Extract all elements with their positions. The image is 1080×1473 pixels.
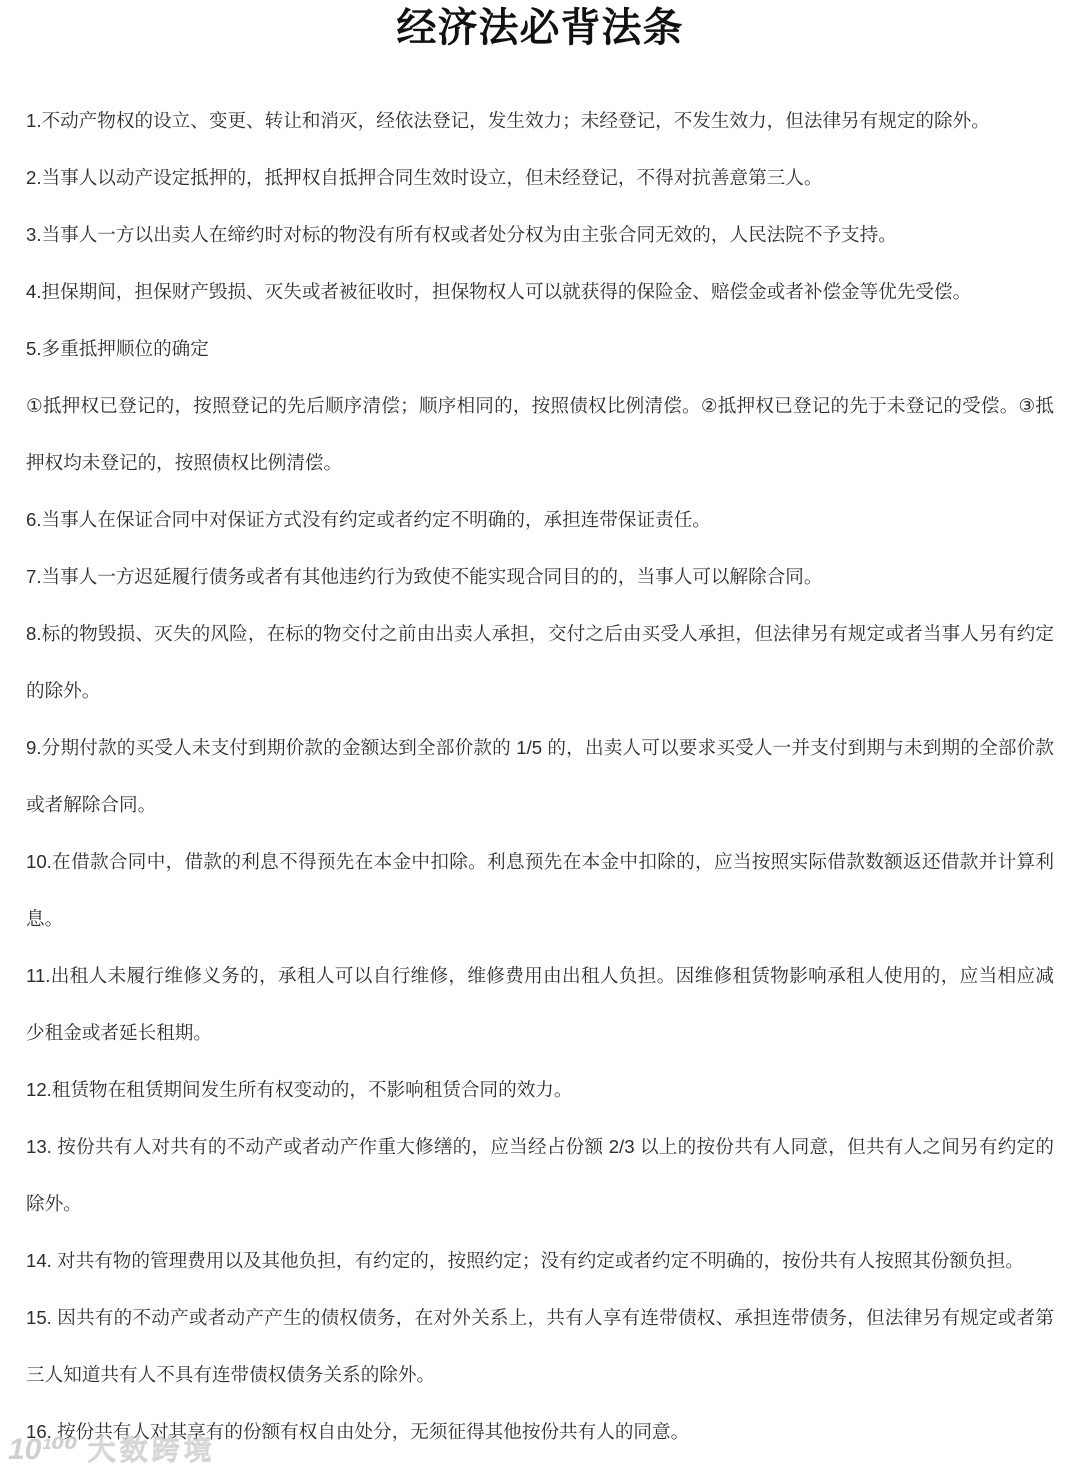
paragraph: 13. 按份共有人对共有的不动产或者动产作重大修缮的，应当经占份额 2/3 以上的按份共有人同意，但共有人之间另有约定的除外。: [26, 1136, 1054, 1214]
paragraph: 4.担保期间，担保财产毁损、灭失或者被征收时，担保物权人可以就获得的保险金、赔偿金或者补偿金等优先受偿。: [26, 281, 972, 302]
paragraph: 2.当事人以动产设定抵押的，抵押权自抵押合同生效时设立，但未经登记，不得对抗善意第三人。: [26, 167, 823, 188]
paragraph: 5.多重抵押顺位的确定: [26, 338, 209, 359]
paragraph: 8.标的物毁损、灭失的风险，在标的物交付之前由出卖人承担，交付之后由买受人承担，但法律另有规定或者当事人另有约定的除外。: [26, 623, 1054, 701]
paragraph: 1.不动产物权的设立、变更、转让和消灭，经依法登记，发生效力；未经登记，不发生效力，但法律另有规定的除外。: [26, 110, 990, 131]
paragraph: 15. 因共有的不动产或者动产产生的债权债务，在对外关系上，共有人享有连带债权、承担连带债务，但法律另有规定或者第三人知道共有人不具有连带债权债务关系的除外。: [26, 1307, 1054, 1385]
paragraph: 10.在借款合同中，借款的利息不得预先在本金中扣除。利息预先在本金中扣除的，应当按照实际借款数额返还借款并计算利息。: [26, 851, 1054, 929]
document-body: [0, 92, 1080, 1460]
paragraph: 11.出租人未履行维修义务的，承租人可以自行维修，维修费用由出租人负担。因维修租赁物影响承租人使用的，应当相应减少租金或者延长租期。: [26, 965, 1054, 1043]
paragraph: ①抵押权已登记的，按照登记的先后顺序清偿；顺序相同的，按照债权比例清偿。②抵押权已登记的先于未登记的受偿。③抵押权均未登记的，按照债权比例清偿。: [26, 395, 1054, 473]
brand-logo-icon: 10¹⁰⁰: [8, 1433, 78, 1466]
paragraph: 12.租赁物在租赁期间发生所有权变动的，不影响租赁合同的效力。: [26, 1079, 573, 1100]
paragraph: 7.当事人一方迟延履行债务或者有其他违约行为致使不能实现合同目的的，当事人可以解除合同。: [26, 566, 823, 587]
page-title: 经济法必背法条: [396, 6, 684, 50]
paragraph: 16. 按份共有人对其享有的份额有权自由处分，无须征得其他按份共有人的同意。: [26, 1421, 690, 1442]
paragraph: 3.当事人一方以出卖人在缔约时对标的物没有所有权或者处分权为由主张合同无效的，人民法院不予支持。: [26, 224, 897, 245]
paragraph: 6.当事人在保证合同中对保证方式没有约定或者约定不明确的，承担连带保证责任。: [26, 509, 711, 530]
brand-name: 大数跨境: [87, 1435, 216, 1466]
paragraph: 9.分期付款的买受人未支付到期价款的金额达到全部价款的 1/5 的，出卖人可以要求买受人一并支付到期与未到期的全部价款或者解除合同。: [26, 737, 1054, 815]
paragraph: 14. 对共有物的管理费用以及其他负担，有约定的，按照约定；没有约定或者约定不明确的，按份共有人按照其份额负担。: [26, 1250, 1024, 1271]
